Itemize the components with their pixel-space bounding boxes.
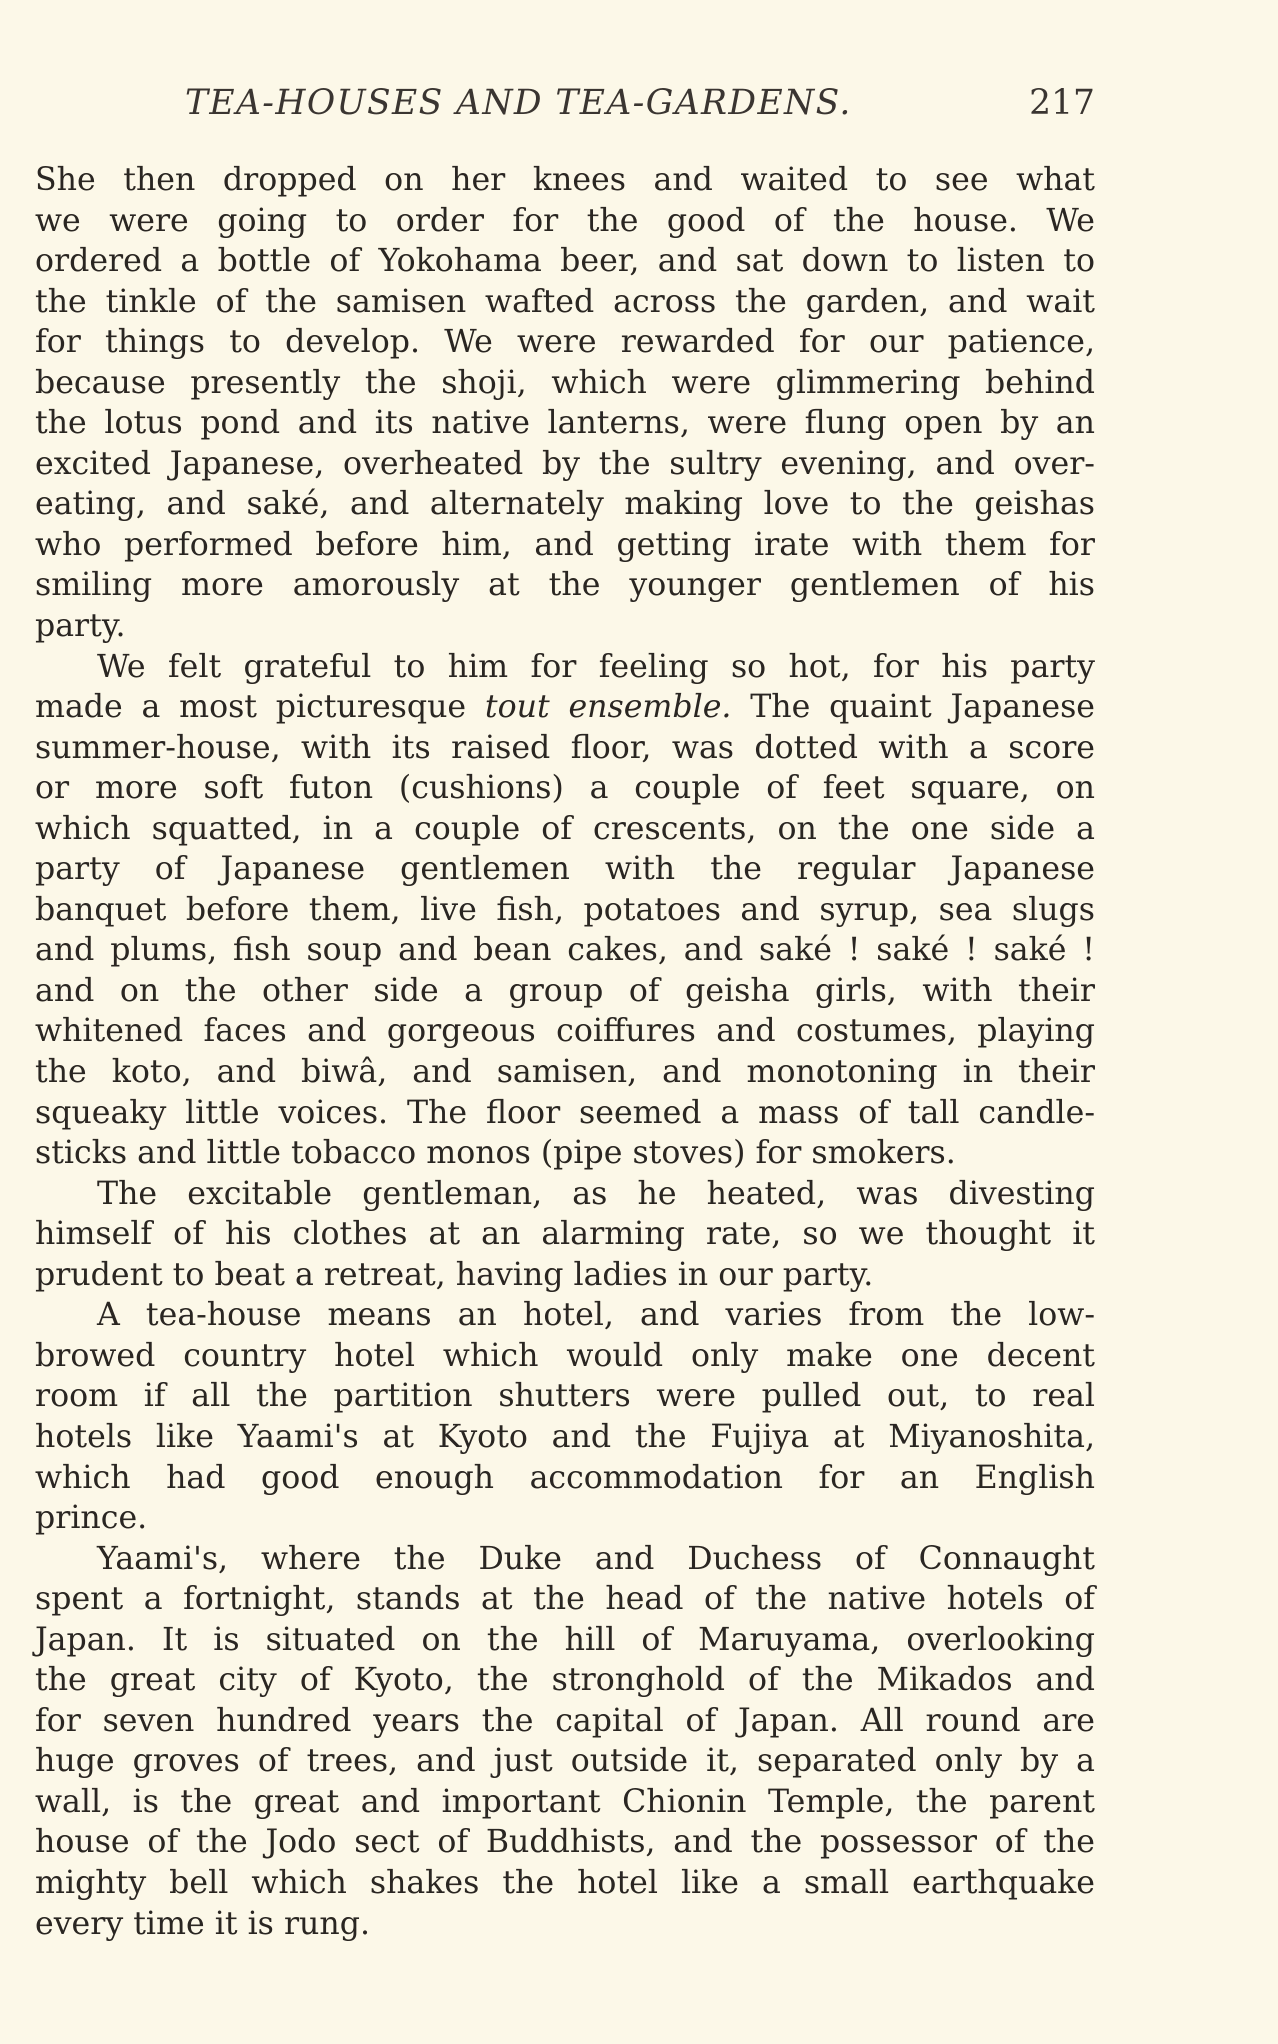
text-segment: made a most picturesque: [35, 689, 485, 726]
text-line: squeaky little voices. The floor seemed a mass of tall candle-: [35, 1094, 1095, 1131]
text-line: huge groves of trees, and just outside it, separated only by a: [35, 1743, 1095, 1780]
text-line: hotels like Yaami's at Kyoto and the Fujiya at Miyanoshita,: [35, 1418, 1095, 1455]
text-line: browed country hotel which would only make one decent: [35, 1337, 1095, 1374]
text-line: excited Japanese, overheated by the sultry evening, and over-: [35, 445, 1095, 482]
text-line: which squatted, in a couple of crescents, on the one side a: [35, 810, 1095, 847]
text-line: himself of his clothes at an alarming rate, so we thought it: [35, 1216, 1095, 1253]
text-line: we were going to order for the good of the house. We: [35, 202, 1095, 239]
text-line: summer-house, with its raised floor, was dotted with a score: [35, 729, 1095, 766]
text-line: prudent to beat a retreat, having ladies in our party.: [35, 1256, 874, 1293]
text-line: spent a fortnight, stands at the head of the native hotels of: [35, 1581, 1095, 1618]
page-number: 217: [1029, 83, 1095, 123]
text-line: party.: [35, 608, 126, 645]
text-line: whitened faces and gorgeous coiffures and costumes, playing: [35, 1013, 1095, 1050]
text-line: banquet before them, live fish, potatoes and syrup, sea slugs: [35, 891, 1095, 928]
text-line: who performed before him, and getting irate with them for: [35, 526, 1095, 563]
text-line: We felt grateful to him for feeling so hot, for his party: [97, 648, 1095, 685]
running-title: TEA-HOUSES AND TEA-GARDENS.: [185, 83, 852, 123]
text-line: room if all the partition shutters were pulled out, to real: [35, 1378, 1095, 1415]
text-line: or more soft futon (cushions) a couple of feet square, on: [35, 770, 1095, 807]
text-line: the koto, and biwâ, and samisen, and monotoning in their: [35, 1054, 1095, 1091]
text-line: sticks and little tobacco monos (pipe stoves) for smokers.: [35, 1135, 956, 1172]
text-line: the lotus pond and its native lanterns, were flung open by an: [35, 405, 1095, 442]
running-head: [185, 83, 1095, 135]
text-line: The excitable gentleman, as he heated, was divesting: [97, 1175, 1095, 1212]
text-line: eating, and saké, and alternately making love to the geishas: [35, 486, 1095, 523]
text-line: wall, is the great and important Chionin Temple, the parent: [35, 1783, 1095, 1820]
text-line: Japan. It is situated on the hill of Maruyama, overlooking: [35, 1621, 1095, 1658]
text-line: for seven hundred years the capital of Japan. All round are: [35, 1702, 1095, 1739]
text-line: A tea-house means an hotel, and varies from the low-: [97, 1297, 1095, 1334]
text-line: every time it is rung.: [35, 1905, 371, 1942]
italic-phrase: tout ensemble.: [484, 689, 732, 726]
text-line: prince.: [35, 1500, 148, 1537]
text-line: house of the Jodo sect of Buddhists, and the possessor of the: [35, 1824, 1095, 1861]
text-segment: The quaint Japanese: [731, 689, 1095, 726]
text-line: and on the other side a group of geisha girls, with their: [35, 972, 1095, 1009]
text-line: which had good enough accommodation for an English: [35, 1459, 1095, 1496]
text-line: ordered a bottle of Yokohama beer, and sat down to listen to: [35, 243, 1095, 280]
text-line: for things to develop. We were rewarded for our patience,: [35, 324, 1095, 361]
text-line: and plums, fish soup and bean cakes, and saké ! saké ! saké !: [35, 932, 1095, 969]
text-line: the tinkle of the samisen wafted across the garden, and wait: [35, 283, 1095, 320]
text-line: the great city of Kyoto, the stronghold of the Mikados and: [35, 1662, 1095, 1699]
text-line: party of Japanese gentlemen with the regular Japanese: [35, 851, 1095, 888]
text-line: Yaami's, where the Duke and Duchess of Connaught: [97, 1540, 1095, 1577]
text-line: She then dropped on her knees and waited to see what: [35, 162, 1095, 198]
text-line: mighty bell which shakes the hotel like a small earthquake: [35, 1864, 1095, 1901]
text-line: because presently the shoji, which were glimmering behind: [35, 364, 1095, 401]
text-line: smiling more amorously at the younger gentlemen of his: [35, 567, 1095, 604]
body-text: [35, 160, 1095, 1944]
text-line: [35, 687, 1095, 728]
